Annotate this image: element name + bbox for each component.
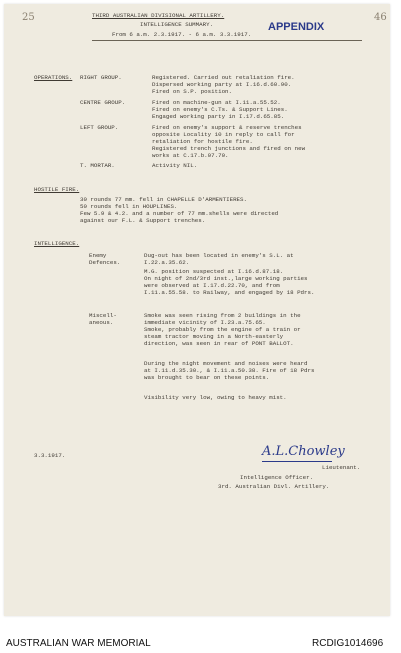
header-rule — [92, 40, 362, 41]
miscellaneous-paragraph-1: Smoke was seen rising from 2 buildings in the immediate vicinity of I.23.a.75.65. Smoke, probably from the engine of a train or steam tractor moving in a North-easterly direction, was seen in rear of PONT BALLOT. — [144, 312, 301, 347]
signature-rank: Lieutenant. — [322, 464, 361, 471]
document-page — [4, 4, 390, 616]
intelligence-heading: INTELLIGENCE. — [34, 240, 80, 247]
signature-unit: 3rd. Australian Divl. Artillery. — [218, 483, 330, 490]
miscellaneous-paragraph-3: Visibility very low, owing to heavy mist. — [144, 394, 287, 401]
centre-group-label: CENTRE GROUP. — [80, 99, 126, 106]
right-group-text: Registered. Carried out retaliation fire. Dispersed working party at I.16.d.60.90. Fired on S.P. position. — [152, 74, 295, 95]
report-date: 3.3.1917. — [34, 452, 66, 459]
page-number-right: 46 — [374, 12, 387, 23]
enemy-defences-text: Dug-out has been located in enemy's S.L. at I.22.a.35.62. M.G. position suspected at I.16.d.87.18. On night of 2nd/3rd inst.,large working parties were observed at I.17.d.22.70, and from I.11.a.55.58. to Railway, and engaged by 18 Pdrs. — [144, 252, 315, 296]
signature-underline — [262, 461, 332, 462]
miscellaneous-paragraph-2: During the night movement and noises were heard at I.11.d.35.30., & I.11.a.50.38. Fire of 18 Pdrs was brought to bear on these points. — [144, 360, 315, 381]
miscellaneous-label: Miscell- aneous. — [89, 312, 117, 326]
document-subtitle: INTELLIGENCE SUMMARY. — [140, 21, 214, 28]
appendix-stamp: APPENDIX — [268, 21, 325, 33]
operations-heading: OPERATIONS. — [34, 74, 73, 81]
footer-source: AUSTRALIAN WAR MEMORIAL — [6, 638, 151, 649]
t-mortar-label: T. MORTAR. — [80, 162, 115, 169]
page-number-left: 25 — [22, 12, 35, 23]
right-group-label: RIGHT GROUP. — [80, 74, 122, 81]
signature-handwritten: A.L.Chowley — [262, 444, 345, 459]
t-mortar-text: Activity NIL. — [152, 162, 198, 169]
enemy-defences-label: Enemy Defences. — [89, 252, 121, 266]
left-group-label: LEFT GROUP. — [80, 124, 119, 131]
document-period: From 6 a.m. 2.3.1917. - 6 a.m. 3.3.1917. — [112, 31, 252, 38]
left-group-text: Fired on enemy's support & reserve trenches opposite Locality 10 in reply to call for retaliation for hostile fire. Registered trench junctions and fired on new works at C.17.b.07.70. — [152, 124, 306, 159]
footer-record-id: RCDIG1014696 — [312, 638, 384, 649]
hostile-fire-heading: HOSTILE FIRE. — [34, 186, 80, 193]
centre-group-text: Fired on machine-gun at I.11.a.55.52. Fired on enemy's C.Ts. & Support Lines. Engaged working party in I.17.d.65.85. — [152, 99, 288, 120]
hostile-fire-text: 30 rounds 77 mm. fell in CHAPELLE D'ARMENTIERES. 50 rounds fell in HOUPLINES. Few 5.9 & 4.2. and a number of 77 mm.shells were directed against our F.L. & Support trenches. — [80, 196, 279, 224]
signature-role: Intelligence Officer. — [240, 474, 314, 481]
document-title: THIRD AUSTRALIAN DIVISIONAL ARTILLERY. — [92, 12, 225, 19]
